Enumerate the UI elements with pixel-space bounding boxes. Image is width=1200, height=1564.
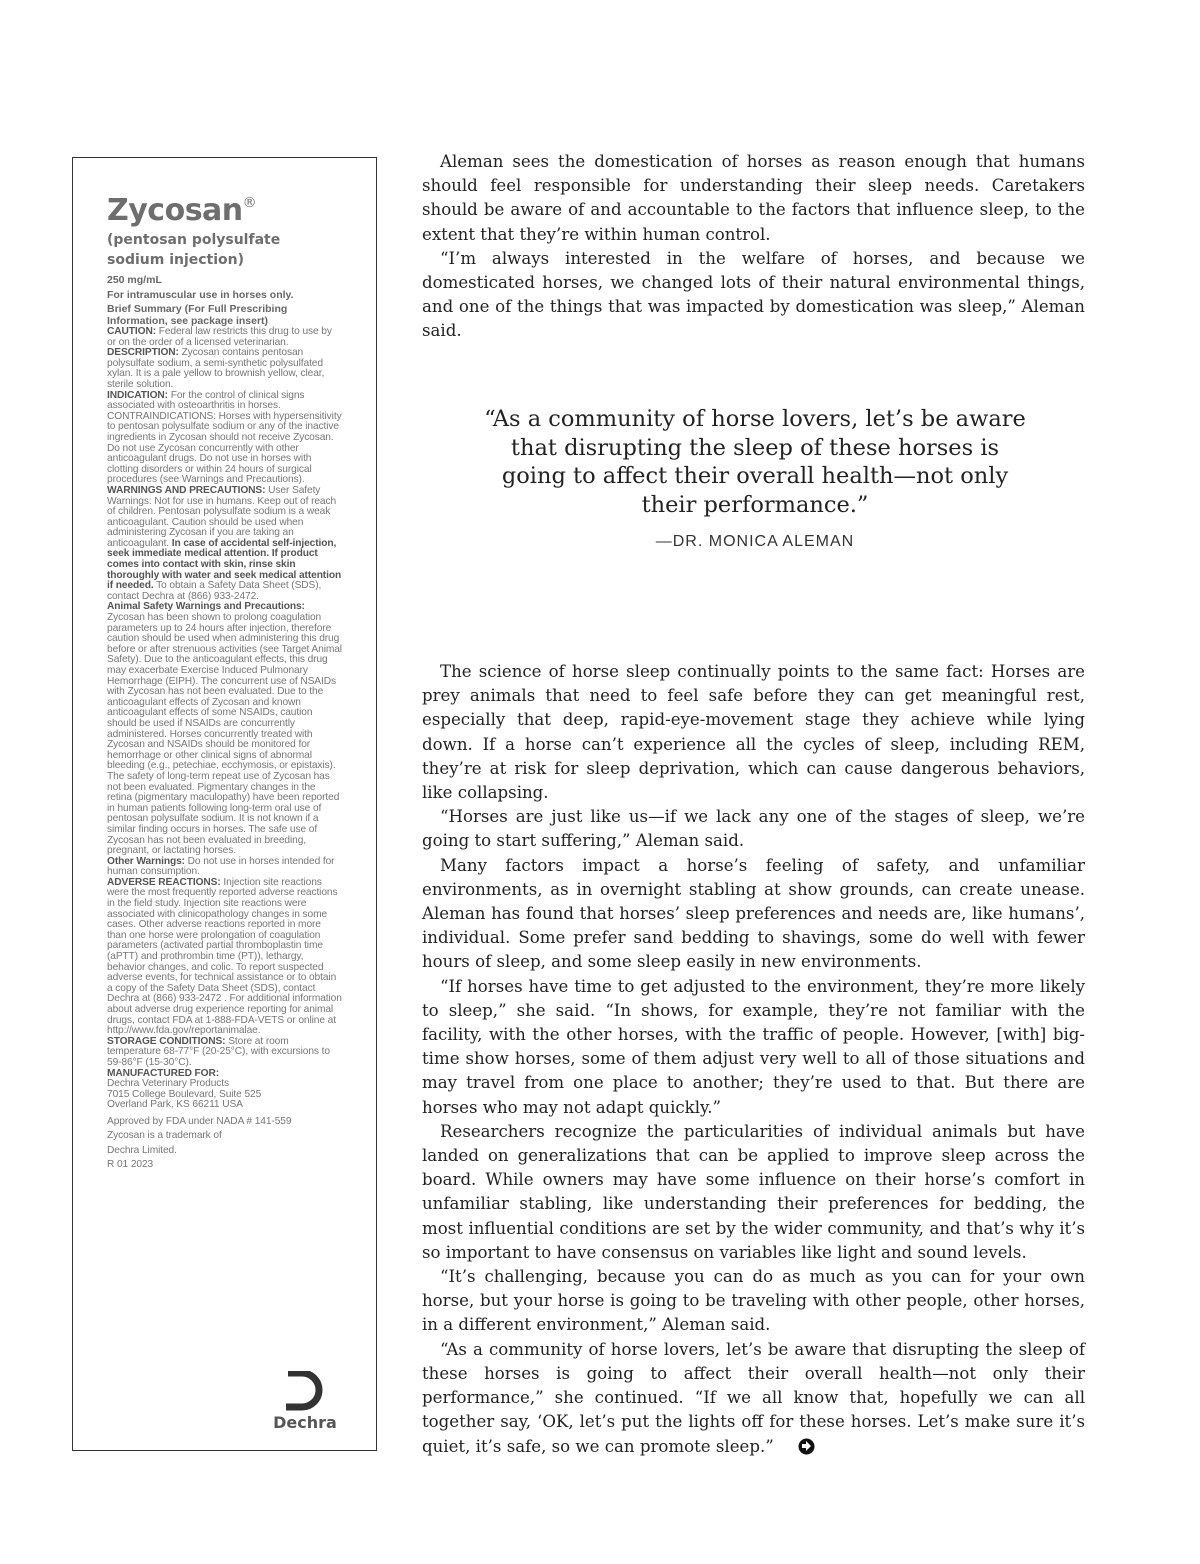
paragraph: “Horses are just like us—if we lack any one of the stages of sleep, we’re going to start suffering,” Aleman said. bbox=[422, 807, 1085, 851]
indication: INDICATION: For the control of clinical signs associated with osteoarthritis in horses. CONTRAINDICATIONS: Horses with hypersensitivity to pentosan polysulfate sodium or any of the inactive ingredients in Zycosan should not receive Zycosan. Do not use Zycosan concurrently with other anticoagulant drugs. Do not use in horses with clotting disorders or within 24 hours of surgical procedures (see Warnings and Precautions). bbox=[107, 389, 342, 486]
generic-name bbox=[107, 230, 343, 270]
other-warnings: Other Warnings: Do not use in horses intended for human consumption. bbox=[107, 855, 335, 878]
final-paragraph: “As a community of horse lovers, let’s be aware that disrupting the sleep of these horses is going to affect their overall health—not only their performance,” she continued. “If we all know that, hopefully we can all together say, ‘OK, let’s put the lights off for these horses. Let’s make sure it’s quiet, it’s safe, so we can promote sleep.” bbox=[422, 1338, 1085, 1462]
fda-approval: Approved by FDA under NADA # 141-559 bbox=[107, 1115, 292, 1127]
route: For intramuscular use in horses only. bbox=[107, 289, 294, 301]
pull-quote: “As a community of horse lovers, let’s be aware that disrupting the sleep of these horses is going to affect their overall health—not only their performance.” bbox=[484, 406, 1026, 518]
description: DESCRIPTION: Zycosan contains pentosan polysulfate sodium, a semi-synthetic polysulfated xylan. It is a pale yellow to brownish yellow, clear, sterile solution. bbox=[107, 347, 325, 390]
manufacturer-line-2: 7015 College Boulevard, Suite 525 bbox=[107, 1088, 262, 1100]
trademark-line-2: Dechra Limited. bbox=[107, 1144, 177, 1156]
paragraph: Researchers recognize the particularities of individual animals but have landed on generalizations that can be applied to improve sleep across the board. While owners may have some influence on their horse’s comfort in unfamiliar stabling, like understanding their preferences for bedding, the most influential conditions are set by the wider community, and that’s why it’s so important to have consensus on variables like light and sound levels. bbox=[422, 1121, 1085, 1262]
trademark-line-1: Zycosan is a trademark of bbox=[107, 1130, 222, 1142]
adverse-reactions: ADVERSE REACTIONS: Injection site reactions were the most frequently reported adverse reactions in the field study. Injection site reactions were associated with clinicopathology changes in some cases. Other adverse reactions reported in more than one horse were prolongation of coagulation parameters (activated partial thromboplastin time (aPTT) and prothrombin time (PT)), lethargy, behavior changes, and colic. To report suspected adverse events, for technical assistance or to obtain a copy of the Safety Data Sheet (SDS), contact Dechra at (866) 933-2472 . For additional information about adverse drug experience reporting for animal drugs, contact FDA at 1-888-FDA-VETS or online at http://www.fda.gov/reportanimalae. bbox=[107, 876, 342, 1037]
drug-info-content bbox=[107, 188, 343, 1173]
paragraph: “I’m always interested in the welfare of horses, and because we domesticated horses, we changed lots of their natural environmental things, and one of the things that was impacted by domestication was sleep,” Aleman said. bbox=[422, 248, 1085, 341]
end-mark-icon bbox=[780, 1438, 815, 1462]
article-block-1 bbox=[422, 150, 1085, 344]
paragraph: Aleman sees the domestication of horses as reason enough that humans should feel responsible for understanding their sleep needs. Caretakers should be aware of and accountable to the factors that influence sleep, to the extent that they’re within human control. bbox=[422, 152, 1085, 244]
animal-safety: Animal Safety Warnings and Precautions: Zycosan has been shown to prolong coagulation parameters up to 24 hours after injection, therefore caution should be used when administering this drug before or after strenuous activities (see Target Animal Safety). Due to the anticoagulant effects, this drug may exacerbate Exercise Induced Pulmonary Hemorrhage (EIPH). The concurrent use of NSAIDs with Zycosan has not been evaluated. Due to the anticoagulant effects of Zycosan and known anticoagulant effects of some NSAIDs, caution should be used if NSAIDs are concurrently administered. Horses concurrently treated with Zycosan and NSAIDs should be monitored for hemorrhage or other clinical signs of abnormal bleeding (e.g., petechiae, ecchymosis, or epistaxis). The safety of long-term repeat use of Zycosan has not been evaluated. Pigmentary changes in the retina (pigmentary maculopathy) have been reported in human patients following long-term oral use of pentosan polysulfate sodium. It is not known if a similar finding occurs in horses. The safe use of Zycosan has not been evaluated in breeding, pregnant, or lactating horses. bbox=[107, 601, 342, 857]
paragraph: Many factors impact a horse’s feeling of safety, and unfamiliar environments, as in overnight stabling at show grounds, can create unease. Aleman has found that horses’ sleep preferences and needs are, like humans’, individual. Some prefer sand bedding to shavings, some do well with fewer hours of sleep, and some sleep easily in new environments. bbox=[422, 855, 1085, 972]
paragraph: “It’s challenging, because you can do as much as you can for your own horse, but your horse is going to be traveling with other people, other horses, in a different environment,” Aleman said. bbox=[422, 1267, 1085, 1335]
warnings: WARNINGS AND PRECAUTIONS: User Safety Warnings: Not for use in humans. Keep out of reach of children. Pentosan polysulfate sodium is a weak anticoagulant. Caution should be used when administering Zycosan if you are taking an anticoagulant. In case of accidental self-injection, seek immediate medical attention. If product comes into contact with skin, rinse skin thoroughly with water and seek medical attention if needed. To obtain a Safety Data Sheet (SDS), contact Dechra at (866) 933-2472. bbox=[107, 484, 342, 602]
article-block-2 bbox=[422, 660, 1085, 1462]
generic-line-1: (pentosan polysulfate bbox=[107, 232, 281, 248]
paragraph: The science of horse sleep continually points to the same fact: Horses are prey animals that need to feel safe before they can get meaningful rest, especially that deep, rapid-eye-movement stage they achieve while lying down. If a horse can’t experience all the cycles of sleep, including REM, they’re at risk for sleep deprivation, which can cause dangerous behaviors, like collapsing. bbox=[422, 662, 1085, 803]
dechra-logo-icon bbox=[282, 1371, 328, 1411]
prescribing-info bbox=[107, 327, 343, 1173]
pull-quote-attribution: —DR. MONICA ALEMAN bbox=[655, 533, 855, 550]
storage: STORAGE CONDITIONS: Store at room temperature 68-77°F (20-25°C), with excursions to 59-86°F (15-30°C). bbox=[107, 1035, 330, 1068]
revision: R 01 2023 bbox=[107, 1159, 154, 1171]
strength: 250 mg/mL bbox=[107, 274, 162, 286]
dechra-logo bbox=[270, 1371, 340, 1432]
dechra-wordmark: Dechra bbox=[273, 1413, 337, 1432]
manufactured-for: MANUFACTURED FOR: bbox=[107, 1067, 220, 1079]
pull-quote-block bbox=[480, 405, 1030, 551]
manufacturer-line-1: Dechra Veterinary Products bbox=[107, 1078, 229, 1090]
registered-mark: ® bbox=[242, 195, 257, 211]
drug-info-panel bbox=[72, 157, 377, 1451]
approval-info bbox=[107, 1115, 343, 1173]
manufacturer-line-3: Overland Park, KS 66211 USA bbox=[107, 1099, 243, 1111]
generic-line-2: sodium injection) bbox=[107, 252, 245, 268]
brief-summary: Brief Summary (For Full Prescribing Information, see package insert) bbox=[107, 303, 288, 327]
brand-name: Zycosan® bbox=[107, 193, 257, 228]
paragraph: “If horses have time to get adjusted to the environment, they’re more likely to sleep,” she said. “In shows, for example, they’re not familiar with the facility, with the other horses, with the traffic of people. However, [with] big-time show horses, some of them adjust very well to all of those situations and may travel from one place to another; they’re used to that. But there are horses who may not adapt quickly.” bbox=[422, 976, 1085, 1117]
caution: CAUTION: Federal law restricts this drug to use by or on the order of a licensed veterinarian. bbox=[107, 326, 332, 348]
